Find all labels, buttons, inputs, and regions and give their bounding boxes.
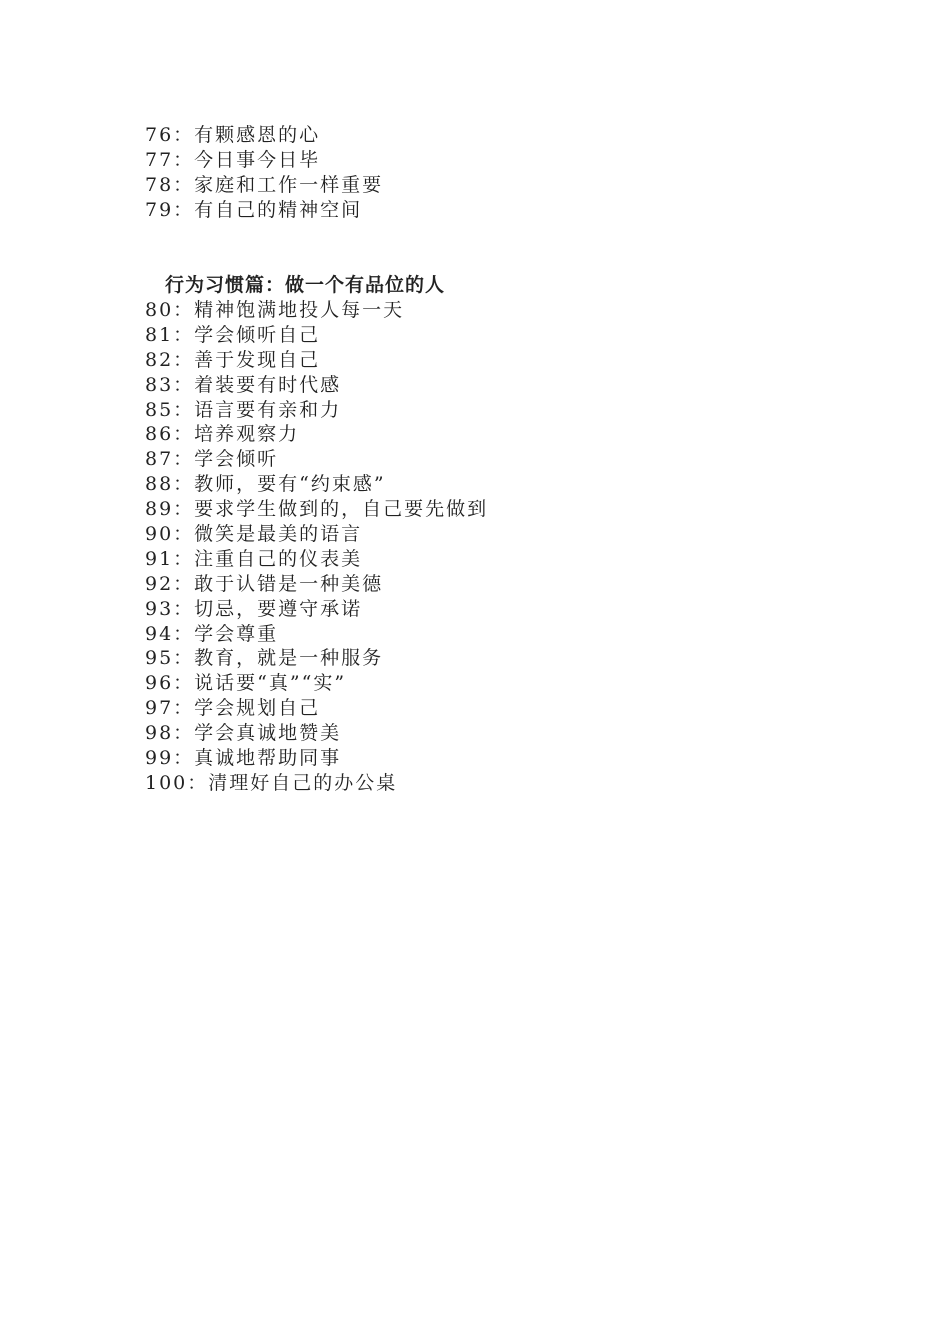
list-item: 77：今日事今日毕 [145,148,321,171]
list-item: 79：有自己的精神空间 [145,198,363,221]
list-item: 96：说话要“真”“实” [145,672,347,695]
list-item: 91：注重自己的仪表美 [145,547,363,570]
list-item: 89：要求学生做到的，自己要先做到 [145,498,489,521]
section-heading: 行为习惯篇：做一个有品位的人 [165,274,446,296]
list-item: 92：敢于认错是一种美德 [145,572,384,595]
list-item: 85：语言要有亲和力 [145,398,342,421]
list-item: 93：切忌，要遵守承诺 [145,597,363,620]
list-item: 81：学会倾听自己 [145,323,321,346]
list-item: 95：教育，就是一种服务 [145,647,384,670]
list-item: 82：善于发现自己 [145,348,321,371]
list-item: 87：学会倾听 [145,448,279,471]
list-item: 78：家庭和工作一样重要 [145,173,384,196]
list-item: 80：精神饱满地投人每一天 [145,299,405,321]
list-item: 86：培养观察力 [145,423,300,446]
list-item: 88：教师，要有“约束感” [145,473,386,496]
list-section-2 [145,272,845,796]
list-section-1 [145,123,845,223]
list-item: 98：学会真诚地赞美 [145,722,342,745]
list-item: 97：学会规划自己 [145,697,321,720]
list-item: 94：学会尊重 [145,622,279,645]
list-item: 100：清理好自己的办公桌 [145,771,398,794]
list-item: 76：有颗感恩的心 [145,124,321,146]
list-item: 99：真诚地帮助同事 [145,747,342,770]
list-item: 83：着装要有时代感 [145,373,342,396]
list-item: 90：微笑是最美的语言 [145,523,363,546]
